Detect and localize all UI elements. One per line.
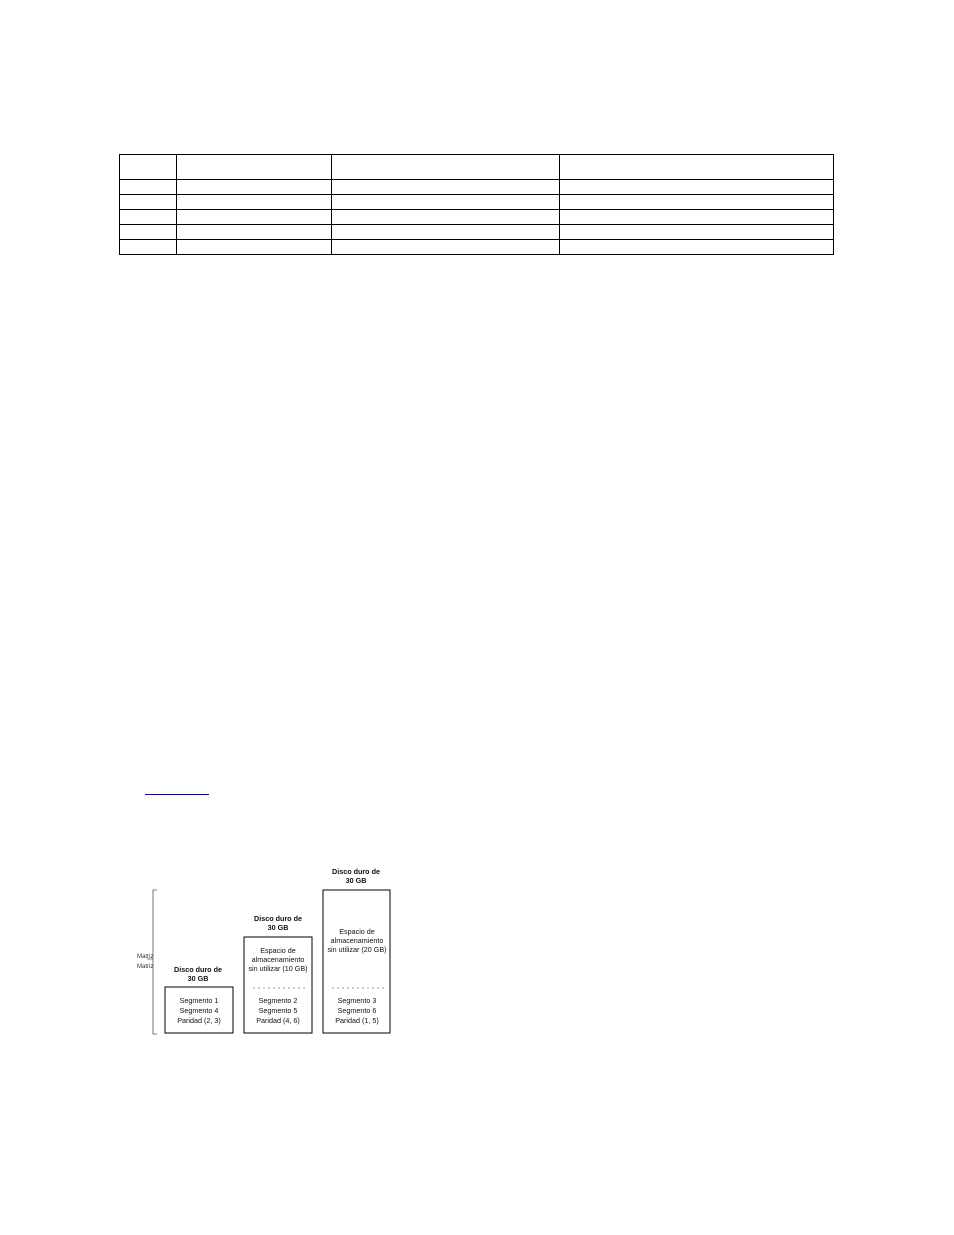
- disk-2-segment-a: Segmento 2: [258, 996, 298, 1005]
- raid5-diagram: [137, 862, 397, 1037]
- disk-3-unused-line-1: Espacio de: [339, 927, 375, 936]
- table-cell: [331, 155, 560, 180]
- table-cell: [560, 180, 834, 195]
- disk-1-size: 30 GB: [187, 974, 209, 983]
- table-cell: [176, 225, 331, 240]
- table-cell: [560, 195, 834, 210]
- disk-2-parity: Paridad (4, 6): [256, 1016, 300, 1025]
- disk-1-segment-a: Segmento 1: [179, 996, 219, 1005]
- disk-2-unused-line-3: sin utilizar (10 GB): [248, 964, 308, 973]
- disk-3-parity: Paridad (1, 5): [335, 1016, 379, 1025]
- table-cell: [120, 225, 177, 240]
- disk-1-parity: Paridad (2, 3): [177, 1016, 221, 1025]
- table-cell: [560, 155, 834, 180]
- table-row: [120, 195, 834, 210]
- table-cell: [560, 225, 834, 240]
- table-cell: [176, 210, 331, 225]
- table-cell: [331, 225, 560, 240]
- table-row: [120, 240, 834, 255]
- table-cell: [176, 180, 331, 195]
- table-cell: [331, 195, 560, 210]
- array-label-1: Matriz: [137, 954, 154, 960]
- table-cell: [120, 195, 177, 210]
- disk-3-segment-a: Segmento 3: [337, 996, 377, 1005]
- table-row: [120, 210, 834, 225]
- disk-3-segment-b: Segmento 6: [337, 1006, 377, 1015]
- disk-3-unused-line-2: almacenamiento: [330, 936, 384, 945]
- disk-1-title: Disco duro de: [174, 965, 222, 974]
- table-row: [120, 225, 834, 240]
- table-cell: [120, 210, 177, 225]
- table-cell: [176, 155, 331, 180]
- table-cell: [560, 240, 834, 255]
- table-cell: [331, 210, 560, 225]
- table-cell: [120, 180, 177, 195]
- array-bracket: [147, 890, 157, 1034]
- table-cell: [120, 240, 177, 255]
- disk-3-title: Disco duro de: [332, 867, 380, 876]
- disk-2-segment-b: Segmento 5: [258, 1006, 298, 1015]
- table-cell: [176, 240, 331, 255]
- hyperlink-underline[interactable]: [145, 794, 209, 795]
- disk-2-unused-line-1: Espacio de: [260, 946, 296, 955]
- disk-3-unused-line-3: sin utilizar (20 GB): [327, 945, 387, 954]
- table-cell: [331, 180, 560, 195]
- disk-2-size: 30 GB: [267, 923, 289, 932]
- disk-3-size: 30 GB: [345, 876, 367, 885]
- array-label-2: Matriz: [137, 964, 154, 970]
- disk-2-unused-line-2: almacenamiento: [251, 955, 305, 964]
- disk-2-title: Disco duro de: [254, 914, 302, 923]
- table-cell: [560, 210, 834, 225]
- table-cell: [120, 155, 177, 180]
- data-table: [119, 154, 834, 255]
- table-cell: [331, 240, 560, 255]
- table-row: [120, 180, 834, 195]
- table-header-row: [120, 155, 834, 180]
- disk-1-segment-b: Segmento 4: [179, 1006, 219, 1015]
- table-cell: [176, 195, 331, 210]
